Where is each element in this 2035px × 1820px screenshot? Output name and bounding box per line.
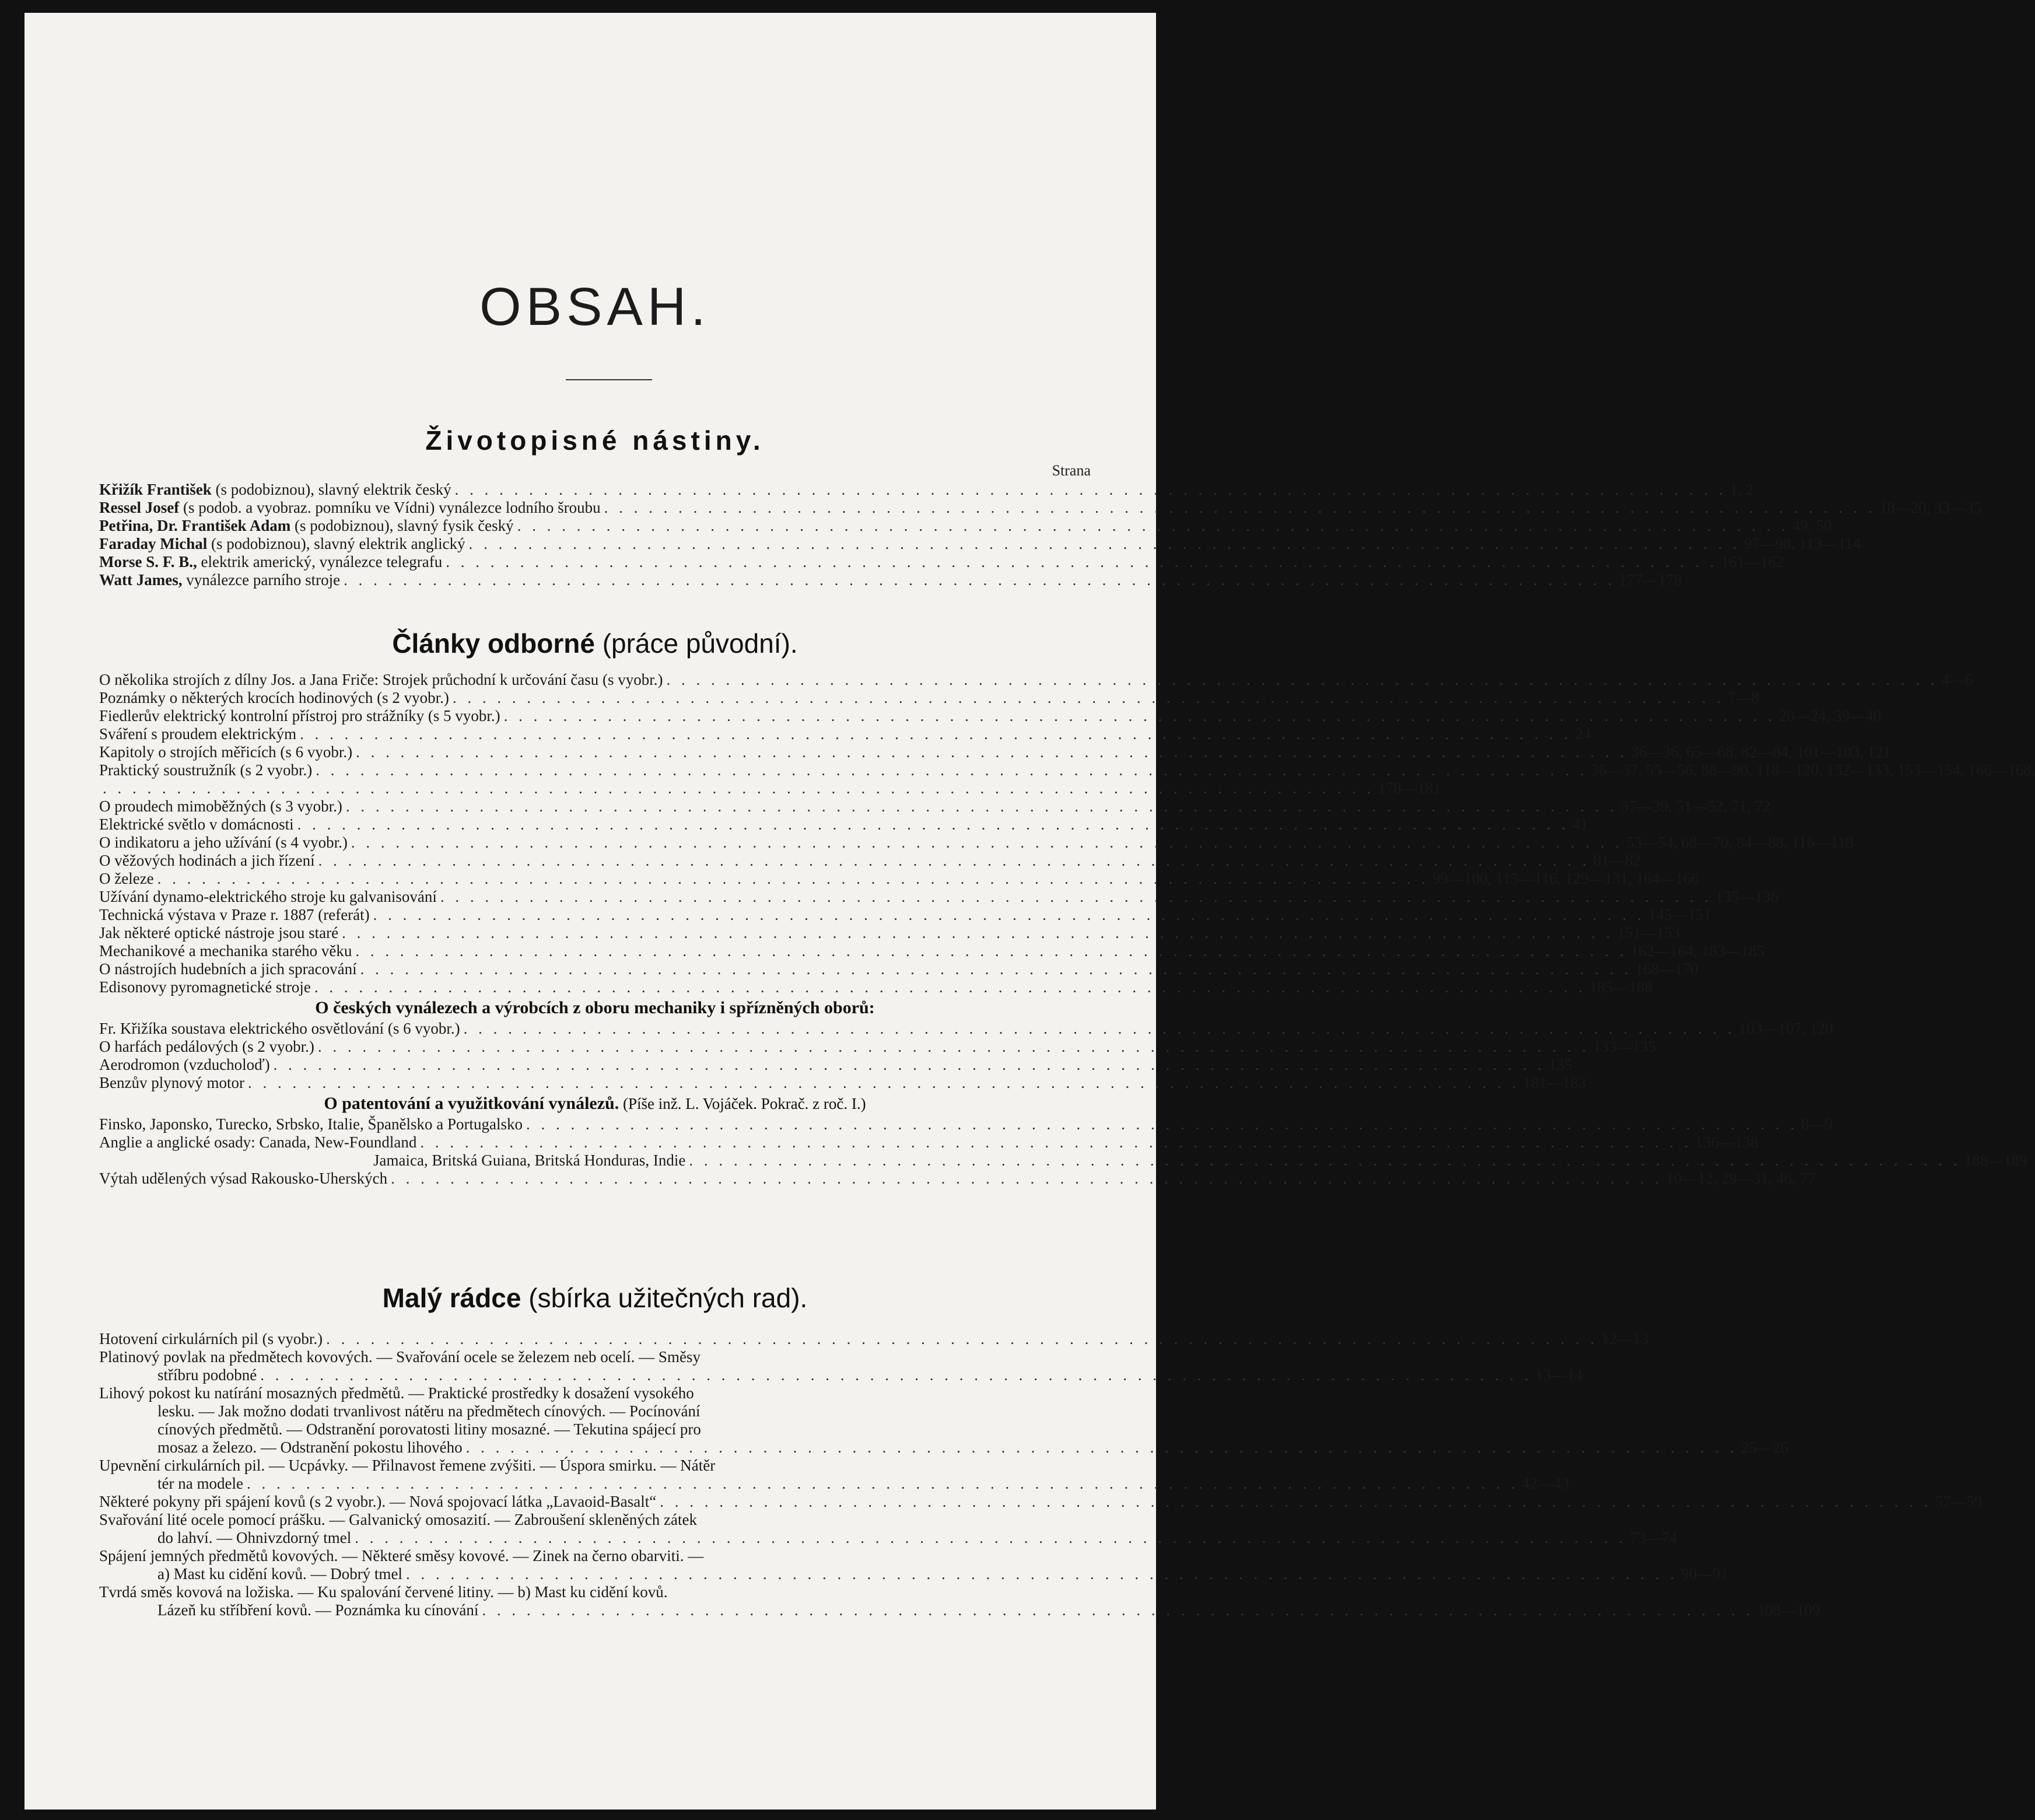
dot-leader — [514, 517, 1792, 535]
page-numbers: 12—13 — [1601, 1330, 1649, 1348]
toc-entry — [99, 517, 1832, 535]
toc-entry — [99, 779, 1441, 797]
toc-entry-text: cínových předmětů. — Odstranění porovatosti litiny mosazné. — Tekutina spájecí pro — [157, 1420, 701, 1438]
toc-entry-text: Fiedlerův elektrický kontrolní přístroj pro strážníky (s 5 vyobr.) — [99, 707, 500, 724]
toc-entry — [99, 1170, 1816, 1188]
page-numbers: 81—82 — [1593, 852, 1641, 869]
page-numbers: 10—12, 29—31, 46, 77 — [1666, 1170, 1816, 1187]
dot-leader — [257, 1366, 1535, 1384]
page-numbers: 135—136 — [1715, 888, 1779, 905]
toc-entry — [99, 725, 1591, 743]
dot-leader — [460, 1020, 1739, 1038]
toc-entry-text: Mechanikové a mechanika starého věku — [99, 942, 352, 960]
page-numbers: 42—43 — [1522, 1475, 1570, 1492]
page-numbers: 178—181 — [1378, 779, 1441, 797]
dot-leader — [311, 978, 1589, 996]
dot-leader — [656, 1493, 1935, 1511]
page-numbers: 161—162 — [1721, 553, 1784, 570]
toc-entry — [99, 481, 1754, 499]
toc-entry-text: Svařování lité ocele pomocí prášku. — Galvanický omosazití. — Zabroušení skleněných zátek — [99, 1511, 697, 1528]
toc-entry-text: lesku. — Jak možno dodati trvanlivost nátěru na předmětech cínových. — Pocínování — [157, 1402, 700, 1420]
toc-entry — [99, 535, 1861, 553]
toc-entry-text: Lihový pokost ku natírání mosazných předmětů. — Praktické prostředky k dosažení vysokého — [99, 1384, 694, 1402]
person-name: Křižík František — [99, 481, 212, 498]
toc-entry-text — [99, 481, 451, 499]
dot-leader — [451, 481, 1730, 499]
toc-entry-text: Upevnění cirkulárních pil. — Ucpávky. — Přilnavost řemene zvýšiti. — Úspora smirku. — Nátěr — [99, 1457, 716, 1474]
toc-entry-text: Benzův plynový motor — [99, 1074, 244, 1091]
toc-entry-text — [99, 553, 442, 571]
dot-leader — [270, 1056, 1549, 1074]
toc-entry — [99, 1547, 1091, 1565]
biographies-list — [99, 481, 1982, 589]
dot-leader — [437, 888, 1715, 906]
toc-entry — [99, 797, 1771, 816]
toc-entry-text: Jamaica, Britská Guiana, Britská Honduras, Indie — [373, 1152, 686, 1169]
toc-entry-text: Spájení jemných předmětů kovových. — Některé směsy kovové. — Zinek na černo obarviti. — — [99, 1547, 704, 1564]
section-heading-advice — [99, 1282, 1091, 1314]
articles-heading-sub: (práce původní). — [594, 628, 798, 659]
dot-leader — [294, 816, 1572, 834]
toc-entry — [99, 852, 1641, 870]
toc-entry — [99, 499, 1982, 517]
page-column-label: Strana — [1052, 462, 1091, 479]
dot-leader — [416, 1133, 1695, 1152]
dot-leader — [523, 1115, 1801, 1133]
toc-entry — [99, 1038, 1656, 1056]
dot-leader — [348, 834, 1626, 852]
toc-entry-text: Lázeň ku stříbření kovů. — Poznámka ku cínování — [157, 1601, 479, 1619]
dot-leader — [463, 1438, 1741, 1457]
toc-entry-text: tér na modele — [157, 1475, 243, 1492]
toc-entry-text: Výtah udělených výsad Rakousko-Uherských — [99, 1170, 388, 1187]
page-numbers: 37—39, 51—52, 71, 72 — [1621, 797, 1771, 815]
dot-leader — [338, 924, 1617, 942]
page-numbers: 49, 50 — [1792, 517, 1832, 534]
toc-entry-text: O věžových hodinách a jich řízení — [99, 852, 315, 869]
person-name: Watt James, — [99, 571, 183, 589]
person-name: Faraday Michal — [99, 535, 208, 552]
person-description: vynálezce parního stroje — [182, 571, 341, 589]
person-description: elektrik americký, vynálezce telegrafu — [197, 553, 443, 570]
toc-entry — [99, 1583, 1091, 1601]
dot-leader — [500, 707, 1779, 725]
dot-leader — [402, 1565, 1681, 1583]
dot-leader — [99, 779, 1378, 797]
toc-entry — [99, 1020, 1833, 1038]
articles-list — [99, 671, 2035, 1188]
page-numbers: 133—135 — [1593, 1038, 1656, 1055]
subsection-heading-czech-inventions: O českých vynálezech a výrobcích z oboru mechaniky i spřízněných oborů: — [315, 998, 875, 1017]
toc-entry-text: a) Mast ku cidění kovů. — Dobrý tmel — [157, 1565, 402, 1583]
dot-leader — [154, 870, 1432, 888]
toc-entry — [99, 978, 1653, 996]
person-name: Morse S. F. B., — [99, 553, 197, 570]
toc-entry — [99, 924, 1680, 942]
toc-entry-text — [99, 517, 514, 535]
toc-entry — [99, 1529, 1677, 1547]
page-numbers: 162—164, 183—185 — [1630, 942, 1765, 960]
page-numbers: 145—151 — [1648, 906, 1711, 923]
dot-leader — [449, 689, 1728, 707]
toc-entry — [99, 1074, 1586, 1092]
page-numbers: 108—109 — [1757, 1601, 1820, 1619]
toc-entry — [99, 1420, 1091, 1438]
advice-heading-sub: (sbírka užitečných rad). — [521, 1283, 808, 1313]
page-numbers: 53—54, 68—70, 84—88, 116—118 — [1626, 834, 1854, 851]
page-numbers: 41 — [1572, 816, 1588, 833]
page-numbers: 7—8 — [1728, 689, 1760, 706]
toc-entry — [99, 1056, 1572, 1074]
toc-entry-text: Fr. Křižíka soustava elektrického osvětlování (s 6 vyobr.) — [99, 1020, 460, 1037]
page-numbers: 97—98, 113—114 — [1743, 535, 1861, 552]
page-numbers: 168—170 — [1635, 960, 1698, 978]
toc-entry — [99, 1565, 1729, 1583]
section-heading-articles — [99, 628, 1091, 659]
toc-entry — [99, 942, 1765, 960]
toc-entry-text: O indikatoru a jeho užívání (s 4 vyobr.) — [99, 834, 348, 851]
toc-entry — [99, 834, 1854, 852]
toc-entry-text: mosaz a železo. — Odstranění pokostu lihového — [157, 1438, 463, 1456]
toc-entry — [99, 1402, 1091, 1420]
page-numbers: 1, 2 — [1729, 481, 1754, 498]
toc-entry — [99, 671, 1973, 689]
page-numbers: 25—26 — [1740, 1438, 1788, 1456]
page-numbers: 4—6 — [1941, 671, 1973, 688]
page-numbers: 8—9 — [1801, 1115, 1833, 1133]
patents-heading-title: O patentování a využitkování vynálezů. — [324, 1094, 619, 1113]
toc-entry-text: Hotovení cirkulárních pil (s vyobr.) — [99, 1330, 323, 1348]
dot-leader — [442, 553, 1721, 571]
toc-entry-text: Praktický soustružník (s 2 vyobr.) — [99, 761, 313, 779]
toc-entry — [99, 888, 1779, 906]
toc-entry — [99, 906, 1711, 924]
toc-entry — [99, 1133, 1759, 1152]
dot-leader — [352, 942, 1630, 960]
person-description: (s podobiznou), slavný elektrik anglický — [207, 535, 465, 552]
toc-entry-text: O železe — [99, 870, 154, 887]
toc-entry-text: Sváření s proudem elektrickým — [99, 725, 297, 743]
title-divider — [566, 379, 652, 380]
page-numbers: 181—183 — [1523, 1074, 1586, 1091]
toc-entry-text: O nástrojích hudebních a jich spracování — [99, 960, 357, 978]
page-numbers: 151—153 — [1617, 924, 1680, 942]
toc-entry-text: Aerodromon (vzducholoď) — [99, 1056, 270, 1073]
page-numbers: 99—100, 115—116, 129—131, 164—166 — [1432, 870, 1699, 887]
toc-entry-text — [99, 535, 465, 553]
toc-entry — [99, 1457, 1091, 1475]
toc-entry-text: Finsko, Japonsko, Turecko, Srbsko, Italie, Španělsko a Portugalsko — [99, 1115, 523, 1133]
person-name: Ressel Josef — [99, 499, 180, 516]
dot-leader — [387, 1170, 1666, 1188]
toc-entry — [99, 1330, 1649, 1348]
dot-leader — [244, 1074, 1523, 1092]
toc-entry-text: Užívání dynamo-elektrického stroje ku galvanisování — [99, 888, 437, 905]
toc-entry-text: Některé pokyny při spájení kovů (s 2 vyobr.). — Nová spojovací látka „Lavaoid-Basalt“ — [99, 1493, 657, 1510]
dot-leader — [296, 725, 1575, 743]
toc-entry — [99, 1601, 1820, 1619]
dot-leader — [312, 761, 1591, 779]
toc-entry-text: stříbru podobné — [157, 1366, 257, 1384]
toc-entry-text: do lahví. — Ohnivzdorný tmel — [157, 1529, 352, 1546]
page-numbers: 13—14 — [1535, 1366, 1583, 1384]
toc-entry — [99, 1152, 2027, 1170]
toc-entry — [99, 743, 1891, 761]
page-numbers: 136—138 — [1695, 1133, 1759, 1151]
toc-entry-text — [99, 571, 340, 589]
dot-leader — [314, 1038, 1593, 1056]
person-description: (s podobiznou), slavný elektrik český — [211, 481, 451, 498]
page-numbers: 177—178 — [1619, 571, 1682, 589]
toc-entry-text: O harfách pedálových (s 2 vyobr.) — [99, 1038, 314, 1055]
dot-leader — [352, 743, 1631, 761]
toc-entry — [99, 1511, 1091, 1529]
dot-leader — [315, 852, 1593, 870]
page-numbers: 103—107, 120 — [1738, 1020, 1833, 1037]
page-numbers: 185—188 — [1589, 978, 1653, 996]
page-numbers: 188—189 — [1964, 1152, 2027, 1169]
toc-entry-text: Anglie a anglické osady: Canada, New-Foundland — [99, 1133, 417, 1151]
toc-entry-text: O několika strojích z dílny Jos. a Jana Friče: Strojek průchodní k určování času (s vyobr.) — [99, 671, 663, 688]
patents-heading-note: (Píše inž. L. Vojáček. Pokrač. z roč. I.) — [619, 1095, 866, 1112]
dot-leader — [351, 1529, 1630, 1547]
toc-entry — [99, 707, 1882, 725]
document-page — [24, 13, 2035, 1810]
dot-leader — [685, 1152, 1964, 1170]
toc-entry — [99, 1384, 1091, 1402]
subsection-heading-patents — [99, 1092, 1091, 1115]
dot-leader — [478, 1601, 1757, 1619]
toc-entry — [99, 1115, 1833, 1133]
articles-heading-bold: Články odborné — [392, 628, 595, 659]
advice-heading-bold: Malý rádce — [382, 1283, 521, 1313]
dot-leader — [370, 906, 1648, 924]
toc-entry — [99, 816, 1588, 834]
toc-entry — [99, 1475, 1570, 1493]
toc-entry-text: Jak některé optické nástroje jsou staré — [99, 924, 339, 942]
toc-entry-text: Tvrdá směs kovová na ložiska. — Ku spalování červené litiny. — b) Mast ku cidění kovů. — [99, 1583, 668, 1601]
dot-leader — [357, 960, 1635, 978]
toc-entry-text: Kapitoly o strojích měřicích (s 6 vyobr.) — [99, 743, 353, 761]
page-numbers: 36—37, 55—56, 88—90, 118—120, 132—133, 153—154, 166—168, — [1591, 761, 2035, 779]
toc-entry — [99, 689, 1760, 707]
toc-entry — [99, 571, 1682, 589]
toc-entry — [99, 870, 1699, 888]
toc-entry-text: O proudech mimoběžných (s 3 vyobr.) — [99, 797, 342, 815]
page-numbers: 18—20, 33—35 — [1879, 499, 1982, 516]
person-name: Petřina, Dr. František Adam — [99, 517, 291, 534]
page-title: OBSAH. — [479, 277, 710, 337]
dot-leader — [601, 499, 1879, 517]
person-description: (s podobiznou), slavný fysik český — [290, 517, 514, 534]
person-description: (s podob. a vyobraz. pomníku ve Vídni) vynálezce lodního šroubu — [179, 499, 601, 516]
page-numbers: 73—74 — [1630, 1529, 1677, 1546]
dot-leader — [243, 1475, 1522, 1493]
toc-entry — [99, 1366, 1583, 1384]
dot-leader — [663, 671, 1942, 689]
page-numbers: 20—24, 39—40 — [1778, 707, 1882, 724]
page-numbers: 36—36, 65—68, 82—84, 101—103, 121 — [1631, 743, 1891, 761]
page-numbers: 90—91 — [1681, 1565, 1729, 1583]
toc-entry-text: Platinový povlak na předmětech kovových. — Svařování ocele se železem neb ocelí. — Směsy — [99, 1348, 700, 1366]
advice-list — [99, 1330, 1983, 1619]
page-numbers: 24 — [1575, 725, 1591, 743]
toc-entry-text: Elektrické světlo v domácnosti — [99, 816, 294, 833]
toc-entry — [99, 1348, 1091, 1366]
dot-leader — [340, 571, 1619, 589]
toc-entry-text: Technická výstava v Praze r. 1887 (referát) — [99, 906, 370, 923]
toc-entry — [99, 553, 1784, 571]
toc-entry — [99, 1438, 1788, 1457]
toc-entry — [99, 1493, 1983, 1511]
page-numbers: 135 — [1548, 1056, 1572, 1073]
toc-entry-text — [99, 499, 601, 517]
section-heading-biographies: Životopisné nástiny. — [425, 425, 765, 456]
dot-leader — [465, 535, 1744, 553]
dot-leader — [342, 797, 1621, 816]
toc-entry-text: Poznámky o některých krocích hodinových (s 2 vyobr.) — [99, 689, 449, 706]
dot-leader — [323, 1330, 1601, 1348]
page-numbers: 57—59 — [1935, 1493, 1983, 1510]
toc-entry — [99, 960, 1698, 978]
toc-entry — [99, 761, 2035, 779]
toc-entry-text: Edisonovy pyromagnetické stroje — [99, 978, 311, 996]
